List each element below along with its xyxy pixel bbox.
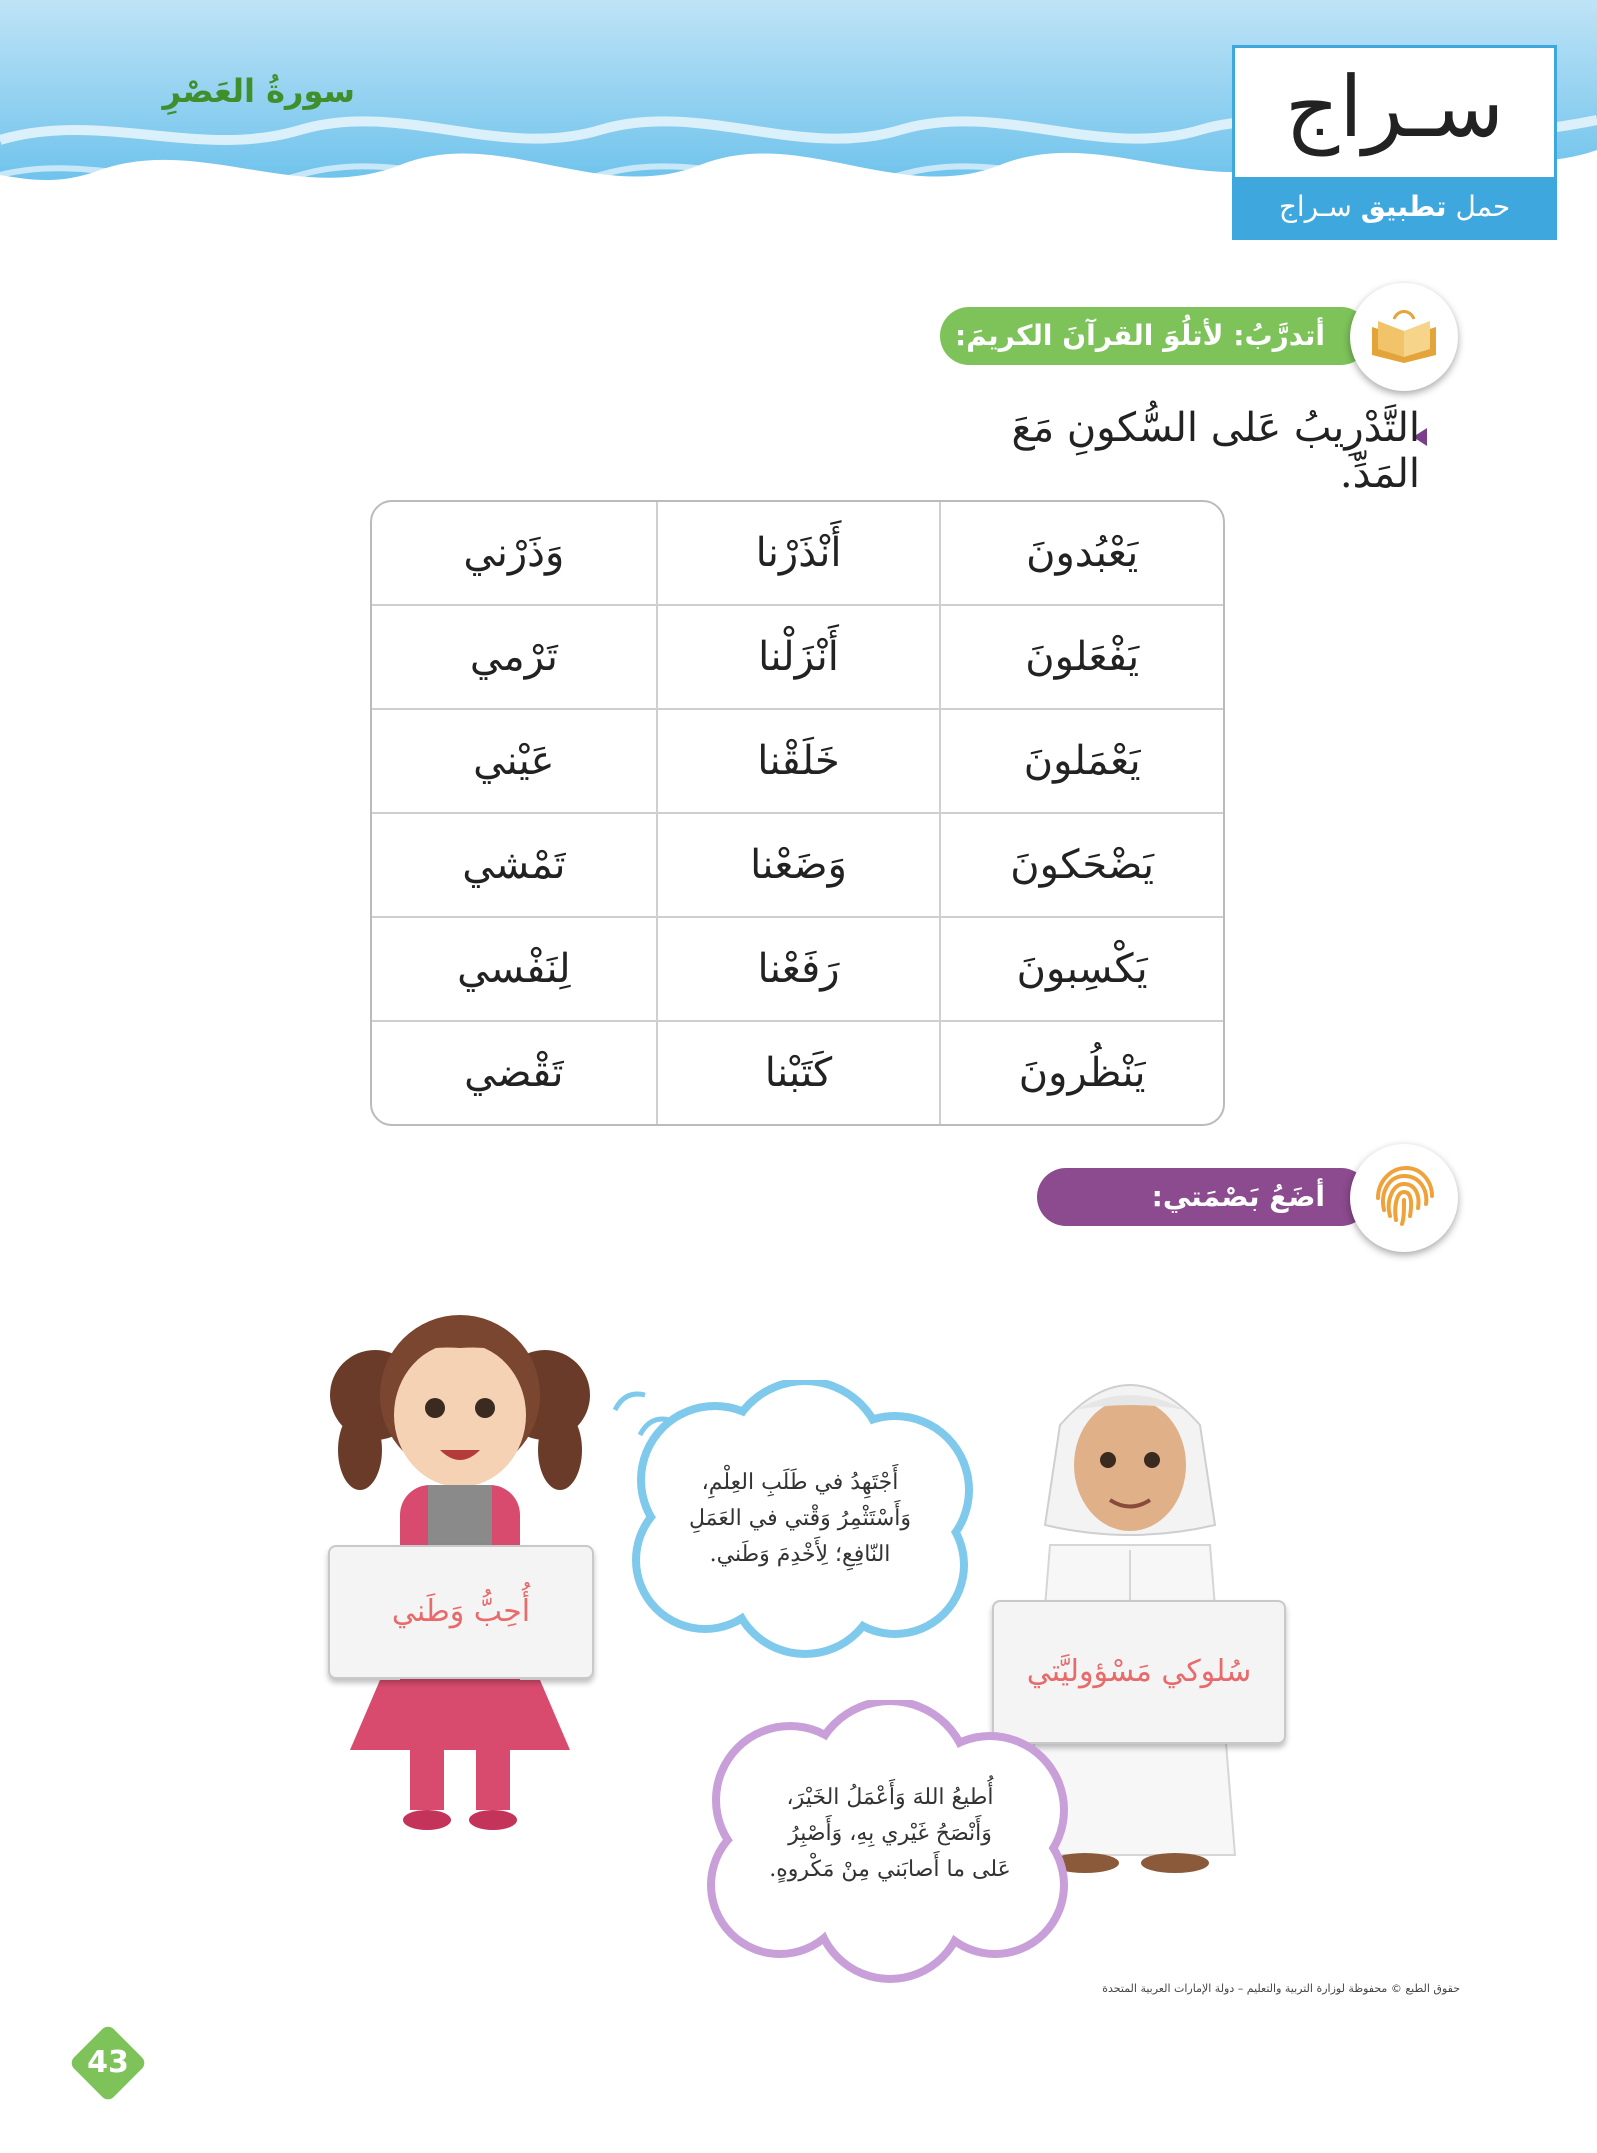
page-number: 43 [87, 2045, 129, 2080]
table-row [372, 606, 1223, 710]
surah-title: سورةُ العَصْرِ [162, 72, 355, 110]
table-cell: عَيْني [372, 710, 656, 814]
siraj-app-banner[interactable] [1232, 45, 1557, 240]
table-cell: وَذَرْني [372, 502, 656, 606]
download-prompt-prefix: حمل [1455, 190, 1511, 223]
table-cell: خَلَقْنا [656, 710, 940, 814]
open-quran-book-icon [1364, 297, 1444, 377]
table-row [372, 814, 1223, 918]
table-cell: تَرْمي [372, 606, 656, 710]
blue-bubble-text [665, 1465, 935, 1595]
table-cell: أَنْذَرْنا [656, 502, 940, 606]
table-cell: تَمْشي [372, 814, 656, 918]
table-cell: يَعْبُدونَ [939, 502, 1223, 606]
boy-sign: سُلوكي مَسْؤوليَّتي [992, 1600, 1286, 1744]
bubble-line: عَلى ما أَصابَني مِنْ مَكْروهٍ. [769, 1857, 1011, 1882]
bubble-line: أَجْتَهِدُ في طَلَبِ العِلْمِ، [701, 1470, 899, 1495]
instruction-text: التَّدْرِيبُ عَلى السُّكونِ مَعَ المَدِّ. [1011, 405, 1420, 497]
fingerprint-icon [1364, 1158, 1444, 1238]
bubble-line: وَأَنْصَحُ غَيْري بِهِ، وَأَصْبِرُ [788, 1821, 992, 1846]
bubble-line: النّافِعِ؛ لِأَخْدِمَ وَطَني. [709, 1542, 891, 1567]
girl-sign: أُحِبُّ وَطَني [328, 1545, 594, 1679]
imprint-heading: أضَعُ بَصْمَتي: [1037, 1168, 1370, 1226]
copyright-notice: حقوق الطبع © محفوظة لوزارة التربية والتعليم – دولة الإمارات العربية المتحدة [1102, 1982, 1460, 1995]
table-row [372, 710, 1223, 814]
bubble-line: أُطيعُ اللهَ وَأَعْمَلُ الخَيْرَ، [786, 1785, 994, 1810]
table-cell: يَكْسِبونَ [939, 918, 1223, 1022]
page-number-badge [60, 2015, 156, 2111]
table-cell: يَفْعَلونَ [939, 606, 1223, 710]
download-app-strip[interactable] [1235, 177, 1554, 237]
bubble-line: وَأَسْتَثْمِرُ وَقْتي في العَمَلِ [688, 1506, 912, 1531]
practice-heading: أتدرَّبُ: لأتلُوَ القرآنَ الكريمَ: [940, 307, 1370, 365]
fingerprint-badge [1350, 1144, 1458, 1252]
table-cell: يَنْظُرونَ [939, 1022, 1223, 1124]
table-cell: تَقْضي [464, 1050, 564, 1096]
table-cell: يَعْمَلونَ [939, 710, 1223, 814]
table-row [372, 1022, 1223, 1124]
siraj-logo: سـراج [1285, 58, 1504, 156]
words-table [370, 500, 1225, 1126]
quran-badge [1350, 283, 1458, 391]
purple-bubble-text [745, 1780, 1035, 1910]
download-prompt-main: تطبيق [1360, 190, 1447, 223]
download-prompt-suffix: سـراج [1278, 190, 1352, 223]
table-cell: رَفَعْنا [656, 918, 940, 1022]
table-cell: وَضَعْنا [656, 814, 940, 918]
table-cell: لِنَفْسي [372, 918, 656, 1022]
table-row [372, 918, 1223, 1022]
table-row [372, 502, 1223, 606]
table-cell: يَضْحَكونَ [939, 814, 1223, 918]
table-cell: كَتَبْنا [656, 1022, 940, 1124]
table-cell: أَنْزَلْنا [656, 606, 940, 710]
